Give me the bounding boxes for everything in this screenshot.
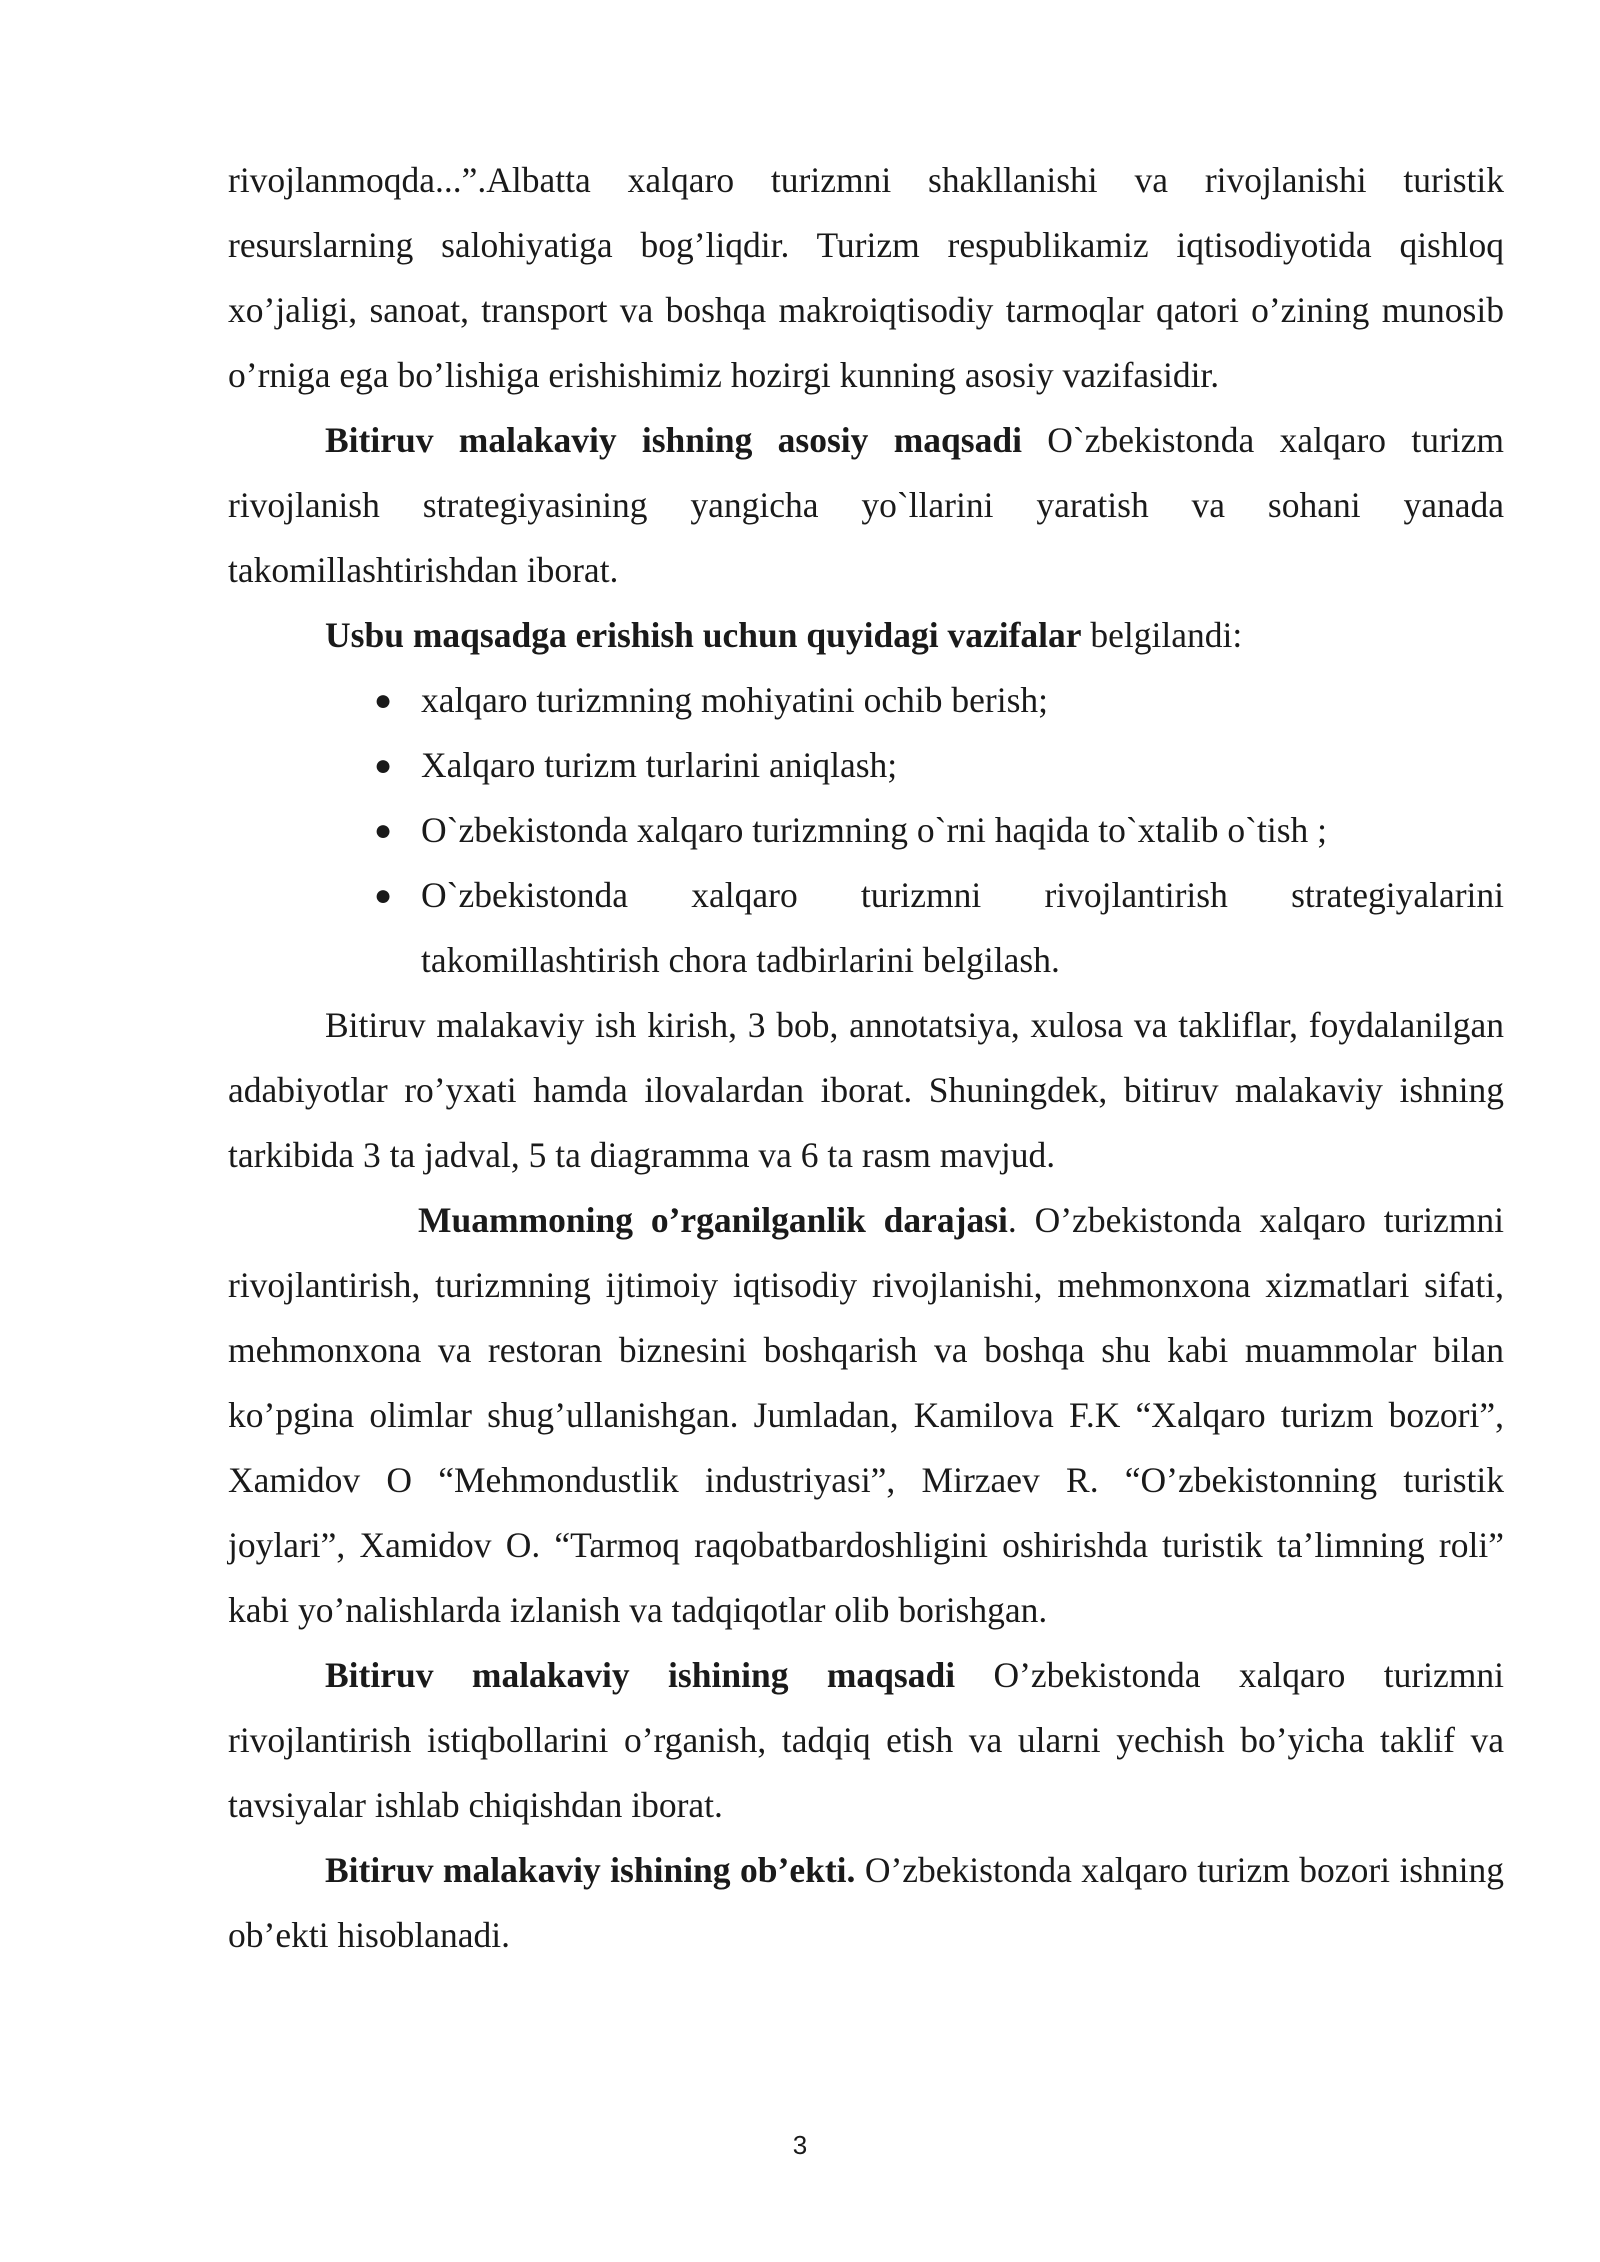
bullet-icon: ● (374, 879, 393, 912)
research-level-text: . O’zbekistonda xalqaro turizmni rivojlantirish, turizmning ijtimoiy iqtisodiy rivojlanishi, mehmonxona xizmatlari sifati, mehmonxona va restoran biznesini boshqarish va boshqa shu kabi muammolar bilan ko’pgina olimlar shug’ullanishgan. Jumladan, Kamilova F.K “Xalqaro turizm bozori”, Xamidov O “Mehmondustlik industriyasi”, Mirzaev R. “O’zbekistonning turistik joylari”, Xamidov O. “Tarmoq raqobatbardoshligini oshirishda turistik ta’limning roli” kabi yo’nalishlarda izlanish va tadqiqotlar olib borishgan. (228, 1200, 1504, 1630)
list-item-text: xalqaro turizmning mohiyatini ochib berish; (421, 680, 1049, 720)
list-item-text: O`zbekistonda xalqaro turizmni rivojlantirish strategiyalarini takomillashtirish chora tadbirlarini belgilash. (421, 875, 1504, 980)
list-item (228, 668, 1504, 733)
tasks-list (228, 668, 1504, 993)
page-number: 3 (792, 2130, 808, 2160)
thesis-object-heading: Bitiruv malakaviy ishining ob’ekti. (325, 1850, 856, 1890)
research-level-heading: Muammoning o’rganilganlik darajasi (418, 1200, 1008, 1240)
thesis-object-text: O’zbekistonda xalqaro turizm bozori ishning ob’ekti hisoblanadi. (228, 1850, 1504, 1955)
tasks-heading: Usbu maqsadga erishish uchun quyidagi vazifalar (325, 615, 1082, 655)
bullet-icon: ● (374, 749, 393, 782)
tasks-intro-text: belgilandi: (1081, 615, 1243, 655)
paragraph-intro-continuation: rivojlanmoqda...”.Albatta xalqaro turizmni shakllanishi va rivojlanishi turistik resurslarning salohiyatiga bog’liqdir. Turizm respublikamiz iqtisodiyotida qishloq xo’jaligi, sanoat, transport va boshqa makroiqtisodiy tarmoqlar qatori o’zining munosib o’rniga ega bo’lishiga erishishimiz hozirgi kunning asosiy vazifasidir. (228, 160, 1504, 395)
list-item-text: O`zbekistonda xalqaro turizmning o`rni haqida to`xtalib o`tish ; (421, 810, 1328, 850)
paragraph-thesis-goal (228, 1643, 1504, 1838)
paragraph-research-level (228, 1188, 1504, 1643)
list-item-text: Xalqaro turizm turlarini aniqlash; (421, 745, 898, 785)
bullet-icon: ● (374, 814, 393, 847)
bullet-icon: ● (374, 684, 393, 717)
paragraph-thesis-object (228, 1838, 1504, 1968)
paragraph-tasks-intro (228, 603, 1504, 668)
list-item (228, 798, 1504, 863)
list-item (228, 863, 1504, 993)
thesis-goal-heading: Bitiruv malakaviy ishining maqsadi (325, 1655, 956, 1695)
thesis-goal-text: O’zbekistonda xalqaro turizmni rivojlantirish istiqbollarini o’rganish, tadqiq etish va ularni yechish bo’yicha taklif va tavsiyalar ishlab chiqishdan iborat. (228, 1655, 1505, 1825)
main-goal-text: O`zbekistonda xalqaro turizm rivojlanish strategiyasining yangicha yo`llarini yaratish va sohani yanada takomillashtirishdan iborat. (228, 420, 1504, 590)
document-page (228, 148, 1504, 1968)
list-item (228, 733, 1504, 798)
main-goal-heading: Bitiruv malakaviy ishning asosiy maqsadi (325, 420, 1022, 460)
paragraph-structure: Bitiruv malakaviy ish kirish, 3 bob, annotatsiya, xulosa va takliflar, foydalanilgan adabiyotlar ro’yxati hamda ilovalardan iborat. Shuningdek, bitiruv malakaviy ishning tarkibida 3 ta jadval, 5 ta diagramma va 6 ta rasm mavjud. (228, 1005, 1504, 1175)
paragraph-main-goal (228, 408, 1504, 603)
